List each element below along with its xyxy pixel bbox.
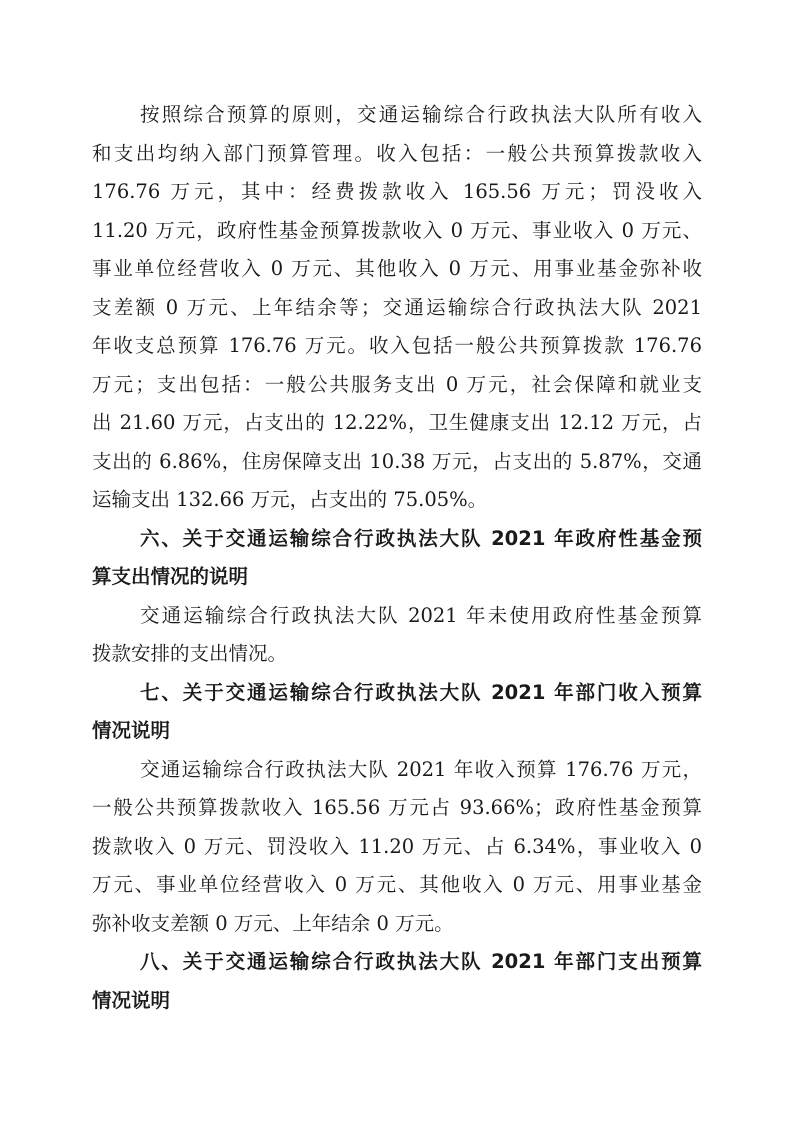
body-paragraph-income-budget [92, 751, 702, 944]
section-heading-6 [92, 520, 702, 597]
text-line: 交通运输综合行政执法大队 2021 年未使用政府性基金预算 [140, 603, 702, 627]
section-heading-7 [92, 674, 702, 751]
section-heading-8 [92, 943, 702, 1020]
text-line: 万元；支出包括：一般公共服务支出 0 万元，社会保障和就业支 [92, 372, 702, 396]
text-line: 支出的 6.86%，住房保障支出 10.38 万元，占支出的 5.87%，交通 [92, 449, 702, 473]
heading-line: 六、关于交通运输综合行政执法大队 2021 年政府性基金预 [140, 526, 702, 550]
text-line: 拨款收入 0 万元、罚没收入 11.20 万元、占 6.34%，事业收入 0 [92, 834, 702, 858]
text-line: 交通运输综合行政执法大队 2021 年收入预算 176.76 万元， [140, 757, 702, 781]
text-line: 按照综合预算的原则，交通运输综合行政执法大队所有收入 [140, 103, 702, 126]
text-line: 支差额 0 万元、上年结余等；交通运输综合行政执法大队 2021 [92, 295, 702, 319]
text-line: 出 21.60 万元，占支出的 12.22%，卫生健康支出 12.12 万元，占 [92, 411, 702, 434]
text-line: 拨款安排的支出情况。 [92, 642, 288, 665]
heading-line: 算支出情况的说明 [92, 565, 249, 588]
text-line: 一般公共预算拨款收入 165.56 万元占 93.66%；政府性基金预算 [92, 796, 702, 819]
document-page [92, 96, 702, 1020]
heading-line: 八、关于交通运输综合行政执法大队 2021 年部门支出预算 [140, 950, 702, 973]
text-line: 年收支总预算 176.76 万元。收入包括一般公共预算拨款 176.76 [92, 334, 702, 357]
heading-line: 情况说明 [92, 988, 171, 1012]
text-line: 万元、事业单位经营收入 0 万元、其他收入 0 万元、用事业基金 [92, 873, 702, 896]
heading-line: 七、关于交通运输综合行政执法大队 2021 年部门收入预算 [140, 680, 702, 704]
text-line: 事业单位经营收入 0 万元、其他收入 0 万元、用事业基金弥补收 [92, 257, 702, 280]
body-paragraph-budget-principle [92, 96, 702, 520]
text-line: 176.76 万元，其中：经费拨款收入 165.56 万元；罚没收入 [92, 180, 702, 203]
text-line: 运输支出 132.66 万元，占支出的 75.05%。 [92, 488, 488, 511]
text-line: 和支出均纳入部门预算管理。收入包括：一般公共预算拨款收入 [92, 141, 702, 165]
body-paragraph-fund-budget [92, 597, 702, 674]
text-line: 11.20 万元，政府性基金预算拨款收入 0 万元、事业收入 0 万元、 [92, 218, 702, 242]
text-line: 弥补收支差额 0 万元、上年结余 0 万元。 [92, 911, 454, 935]
heading-line: 情况说明 [92, 719, 171, 742]
